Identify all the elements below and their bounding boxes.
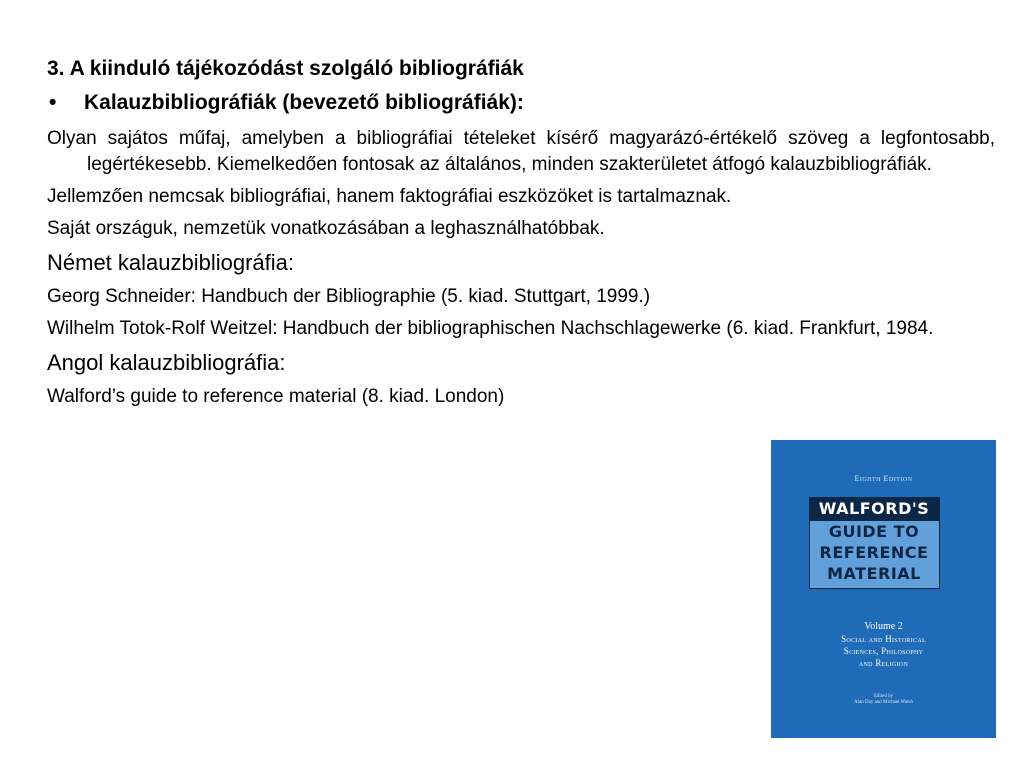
book-cover-image [771,440,996,738]
book-title-line: WALFORD'S [818,499,930,518]
german-section-title: Német kalauzbibliográfia: [47,250,295,275]
book-subject-line: and Religion [858,658,909,668]
paragraph-usability: Saját országuk, nemzetük vonatkozásában a leghasználhatóbbak. [47,218,605,239]
german-item: Wilhelm Totok-Rolf Weitzel: Handbuch der bibliographischen Nachschlagewerke (6. kiad. Frankfurt, 1984. [47,318,934,339]
book-subject [771,633,996,669]
bullet-text: Kalauzbibliográfiák (bevezető bibliográfiák): [84,91,524,114]
paragraph-definition: Olyan sajátos műfaj, amelyben a bibliográfiai tételeket kísérő magyarázó-értékelő szöveg a legfontosabb, legértékesebb. Kiemelkedően fontosak az általános, minden szakterületet átfogó kalauzbibliográfiák. [47,128,995,175]
bullet-item [47,86,995,120]
book-title-line: MATERIAL [827,564,921,583]
german-item: Georg Schneider: Handbuch der Bibliographie (5. kiad. Stuttgart, 1999.) [47,286,651,307]
book-title-box [809,497,940,589]
book-editors-line: Alan Day and Michael Walsh [854,700,913,705]
bullet-symbol: • [49,91,57,114]
slide-content [47,52,995,410]
book-volume: Volume 2 [864,621,903,632]
book-editors-line: Edited by [873,694,894,699]
paragraph-characteristics: Jellemzően nemcsak bibliográfiai, hanem faktográfiai eszközöket is tartalmaznak. [47,186,732,207]
book-title-line: REFERENCE [819,543,929,562]
book-title-line: GUIDE TO [828,522,920,541]
book-subject-line: Social and Historical [841,634,926,644]
book-editors [771,694,996,706]
slide-heading: 3. A kiinduló tájékozódást szolgáló bibliográfiák [47,57,524,80]
english-item: Walford’s guide to reference material (8. kiad. London) [47,386,505,407]
book-edition: Eighth Edition [854,474,913,483]
book-subject-line: Sciences, Philosophy [843,646,924,656]
english-section-title: Angol kalauzbibliográfia: [47,350,286,375]
